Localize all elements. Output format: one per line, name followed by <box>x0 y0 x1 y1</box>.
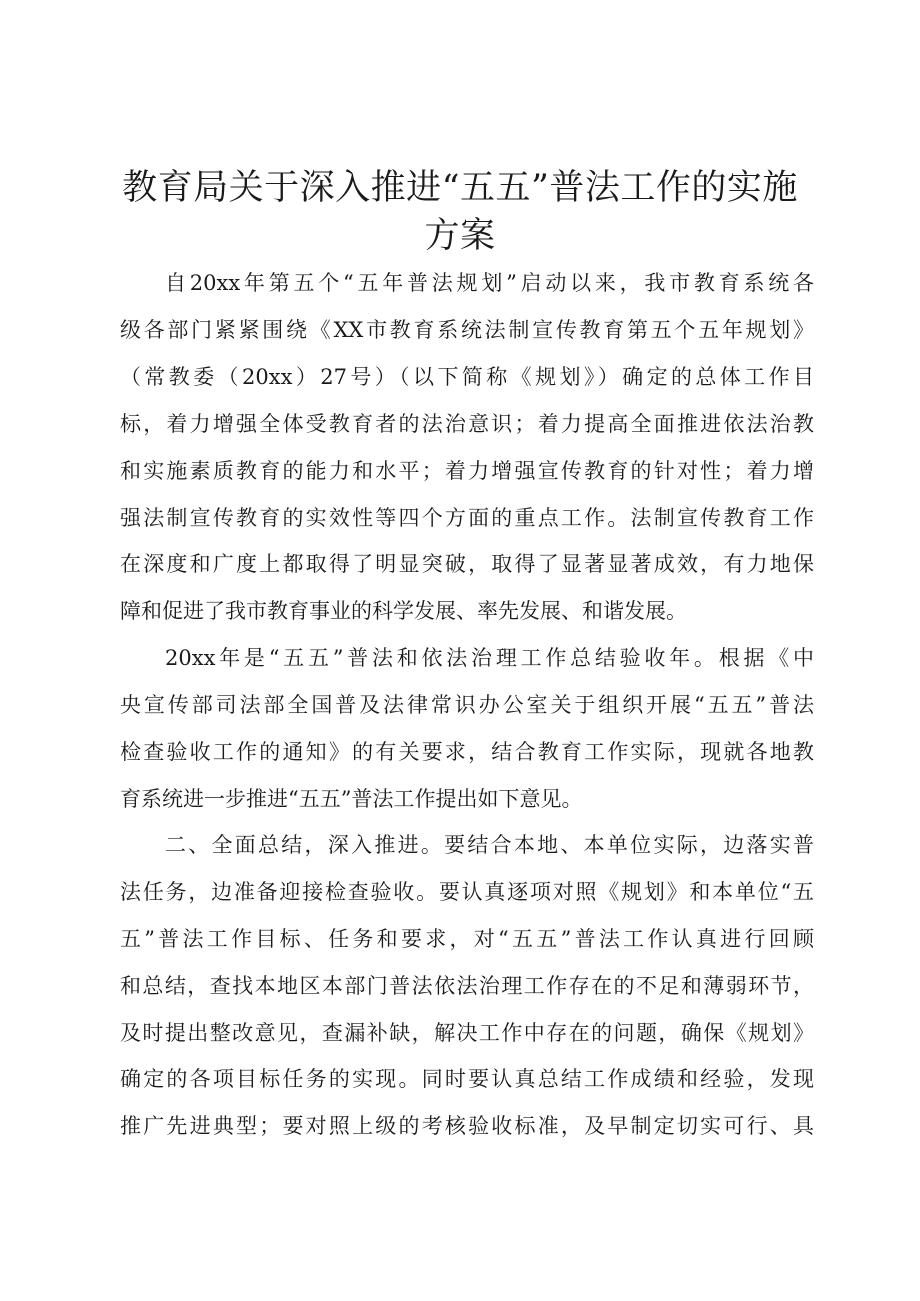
paragraph-3-line-1: 二、全面总结，深入推进。要结合本地、本单位实际，边落实普 <box>165 833 814 857</box>
paragraph-3-line-7: 推广先进典型；要对照上级的考核验收标准，及早制定切实可行、具 <box>120 1114 814 1138</box>
paragraph-1-line-4: 标，着力增强全体受教育者的法治意识；着力提高全面推进依法治教 <box>120 412 814 436</box>
paragraph-2-line-3: 检查验收工作的通知》的有关要求，结合教育工作实际，现就各地教 <box>120 740 814 764</box>
paragraph-3-line-5: 及时提出整改意见，查漏补缺，解决工作中存在的问题，确保《规划》 <box>120 1021 814 1045</box>
paragraph-3-line-6: 确定的各项目标任务的实现。同时要认真总结工作成绩和经验，发现 <box>120 1067 814 1091</box>
document-title-line-1: 教育局关于深入推进“五五”普法工作的实施 <box>122 168 798 208</box>
paragraph-3-line-2: 法任务，边准备迎接检查验收。要认真逐项对照《规划》和本单位“五 <box>120 880 814 904</box>
paragraph-3-line-3: 五”普法工作目标、任务和要求，对“五五”普法工作认真进行回顾 <box>120 927 814 951</box>
paragraph-1-line-6: 强法制宣传教育的实效性等四个方面的重点工作。法制宣传教育工作 <box>120 506 814 530</box>
paragraph-2-line-2: 央宣传部司法部全国普及法律常识办公室关于组织开展“五五”普法 <box>120 693 814 717</box>
paragraph-1-line-8: 障和促进了我市教育事业的科学发展、率先发展、和谐发展。 <box>120 599 687 623</box>
paragraph-1-line-5: 和实施素质教育的能力和水平；着力增强宣传教育的针对性；着力增 <box>120 459 814 483</box>
paragraph-1-line-2: 级各部门紧紧围绕《XX市教育系统法制宣传教育第五个五年规划》 <box>120 318 814 342</box>
paragraph-2-line-4: 育系统进一步推进“五五”普法工作提出如下意见。 <box>120 787 583 811</box>
paragraph-2-line-1: 20xx年是“五五”普法和依法治理工作总结验收年。根据《中 <box>165 646 814 670</box>
paragraph-1-line-3: （常教委（20xx）27号）（以下简称《规划》）确定的总体工作目 <box>120 365 814 389</box>
paragraph-3-line-4: 和总结，查找本地区本部门普法依法治理工作存在的不足和薄弱环节， <box>120 974 814 998</box>
document-title-line-2: 方案 <box>424 216 496 256</box>
paragraph-1-line-1: 自20xx年第五个“五年普法规划”启动以来，我市教育系统各 <box>165 271 814 295</box>
paragraph-1-line-7: 在深度和广度上都取得了明显突破，取得了显著显著成效，有力地保 <box>120 552 814 576</box>
